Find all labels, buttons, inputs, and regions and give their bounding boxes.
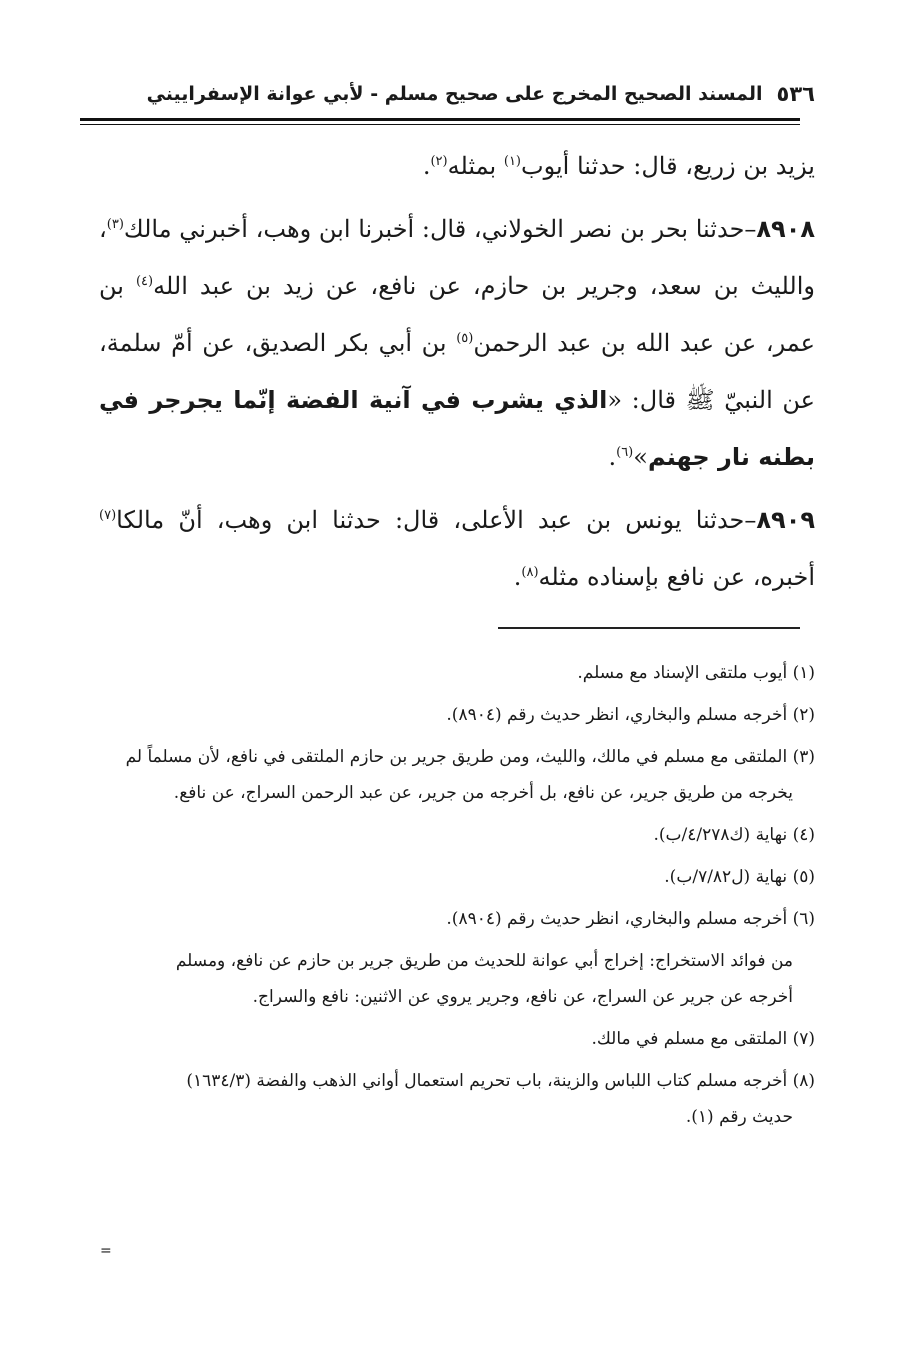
footnote-ref[interactable]: (٦) — [616, 445, 634, 460]
hadith-number: ٨٩٠٨ — [756, 215, 815, 243]
hadith-matn: الذي يشرب في آنية الفضة إنّما يجرجر في بطنه نار جهنم — [99, 386, 815, 471]
footnote-7: (٧) الملتقى مع مسلم في مالك. — [591, 1029, 815, 1049]
page-number: ٥٣٦ — [776, 82, 815, 106]
footnote-4: (٤) نهاية (ك٤/٢٧٨/ب). — [653, 825, 815, 845]
footnote-5: (٥) نهاية (ل٧/٨٢/ب). — [664, 867, 815, 887]
footnote-ref[interactable]: (٧) — [99, 508, 117, 523]
footnote-ref[interactable]: (٤) — [135, 274, 154, 289]
hadith-8909: ٨٩٠٩–حدثنا يونس بن عبد الأعلى، قال: حدثنا ابن وهب، أنّ مالكا$^{(٧)}$ أخبره، عن نافع بإسناده مثله$^{(٨)}$. — [99, 506, 815, 591]
footnote-3: (٣) الملتقى مع مسلم في مالك، والليث، ومن طريق جرير بن حازم الملتقى في نافع، لأن مسلماً لم يخرجه من طريق جرير، عن نافع، بل أخرجه من جرير، عن عبد الرحمن السراج، عن نافع. — [125, 747, 815, 803]
footnote-6: (٦) أخرجه مسلم والبخاري، انظر حديث رقم (٨٩٠٤). — [446, 909, 815, 929]
footnote-ref[interactable]: (٨) — [521, 565, 539, 580]
footnote-ref[interactable]: (٢) — [430, 154, 448, 169]
paragraph-continuation: يزيد بن زريع، قال: حدثنا أيوب$^{(١)}$ بمثله$^{(٢)}$. — [422, 152, 815, 180]
footnote-1: (١) أيوب ملتقى الإسناد مع مسلم. — [577, 663, 815, 683]
footnote-separator — [498, 627, 800, 629]
main-text — [99, 138, 815, 612]
hadith-number: ٨٩٠٩ — [756, 506, 815, 534]
footnote-ref[interactable]: (٥) — [456, 331, 474, 346]
footnote-2: (٢) أخرجه مسلم والبخاري، انظر حديث رقم (٨٩٠٤). — [446, 705, 815, 725]
hadith-8908: ٨٩٠٨–حدثنا بحر بن نصر الخولاني، قال: أخبرنا ابن وهب، أخبرني مالك$^{(٣)}$، والليث بن سعد، وجرير بن حازم، عن نافع، عن زيد بن عبد الله$^{(٤)}$ بن عمر، عن عبد الله بن عبد الرحمن$^{(٥)}$ بن أبي بكر الصديق، عن أمّ سلمة، عن النبيّ ﷺ قال: «الذي يشرب في آنية الفضة إنّما يجرجر في بطنه نار جهنم»$^{(٦)}$. — [99, 215, 816, 471]
running-header — [99, 74, 815, 114]
continuation-mark: = — [100, 1243, 112, 1259]
footnote-ref[interactable]: (١) — [503, 154, 521, 169]
footnotes — [99, 655, 815, 1141]
footnote-6-note: من فوائد الاستخراج: إخراج أبي عوانة للحديث من طريق جرير بن حازم عن نافع، ومسلم أخرجه عن جرير عن السراج، عن نافع، وجرير يروي عن الاثنين: نافع والسراج. — [175, 951, 793, 1007]
running-title: المسند الصحيح المخرج على صحيح مسلم - لأبي عوانة الإسفراييني — [146, 83, 763, 105]
header-rule-thin — [80, 124, 800, 125]
footnote-ref[interactable]: (٣) — [106, 217, 124, 232]
header-rule-thick — [80, 118, 800, 121]
footnote-8: (٨) أخرجه مسلم كتاب اللباس والزينة، باب تحريم استعمال أواني الذهب والفضة (١٦٣٤/٣) حديث رقم (١). — [186, 1071, 815, 1127]
